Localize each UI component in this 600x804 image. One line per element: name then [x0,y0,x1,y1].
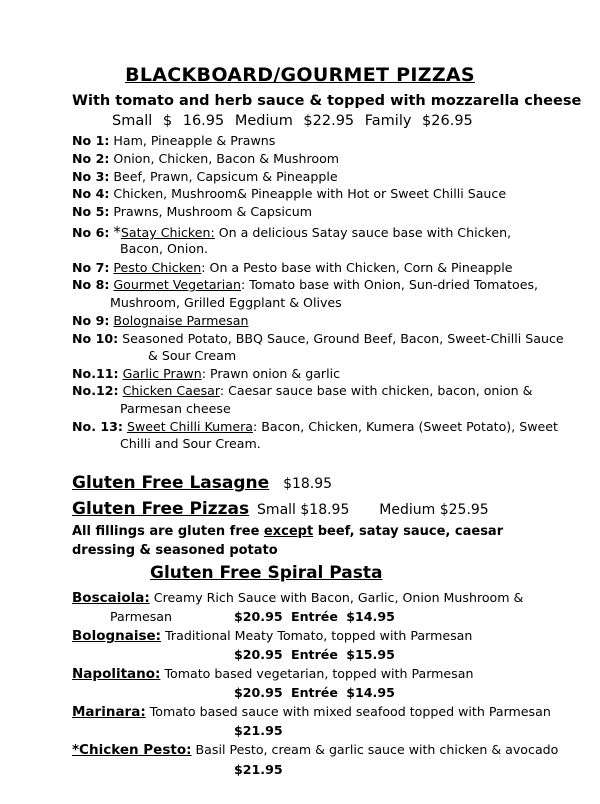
pasta-desc: Traditional Meaty Tomato, topped with Parmesan [165,628,473,643]
list-item [72,628,472,644]
gf-lasagne [72,473,332,493]
gf-lasagne-price: $18.95 [283,476,333,492]
list-item [72,151,339,166]
list-item [72,666,473,682]
item-number: No. 13: [72,419,123,434]
list-item [72,277,538,292]
pasta-name: Bolognaise: [72,628,162,644]
gf-pizzas [72,499,489,519]
item-continuation: Mushroom, Grilled Eggplant & Olives [110,295,342,310]
item-name: Gourmet Vegetarian [113,277,241,292]
list-item [72,169,338,184]
item-star: * [113,223,121,241]
item-name: Garlic Prawn [122,366,202,381]
gf-note-except: except [263,524,314,539]
list-item [72,590,523,606]
pizza-subtitle: With tomato and herb sauce & topped with mozzarella cheese [72,93,582,109]
item-continuation: Parmesan [110,609,172,624]
list-item [72,742,558,758]
pasta-price: $21.95 [234,723,283,738]
list-item [72,204,312,219]
pasta-price: $21.95 [234,762,283,777]
list-item [72,383,532,398]
item-desc: : Caesar sauce base with chicken, bacon, onion & [219,383,533,398]
pasta-desc: Tomato based vegetarian, topped with Parmesan [164,666,474,681]
item-number: No 4: [72,186,110,201]
gf-note-text: All fillings are gluten free [72,524,264,539]
list-item [72,331,564,346]
item-number: No 1: [72,133,110,148]
item-number: No.11: [72,366,119,381]
pasta-desc: Basil Pesto, cream & garlic sauce with chicken & avocado [195,742,559,757]
item-continuation: Parmesan cheese [120,401,231,416]
item-desc: Seasoned Potato, BBQ Sauce, Ground Beef, Bacon, Sweet-Chilli Sauce [122,331,564,346]
list-item [72,704,551,720]
page-title: BLACKBOARD/GOURMET PIZZAS [125,64,475,86]
pasta-name: Boscaiola: [72,590,150,606]
gf-note-text: beef, satay sauce, caesar [313,524,504,539]
item-number: No 9: [72,313,110,328]
item-desc: Beef, Prawn, Capsicum & Pineapple [113,169,338,184]
gf-pizzas-label: Gluten Free Pizzas [72,499,250,519]
item-number: No 5: [72,204,110,219]
list-item [72,313,248,328]
item-name: Pesto Chicken [113,260,202,275]
list-item [72,419,558,434]
item-number: No 7: [72,260,110,275]
pasta-name: Marinara: [72,704,146,720]
item-desc: Onion, Chicken, Bacon & Mushroom [113,151,340,166]
pasta-name: Napolitano: [72,666,161,682]
pasta-price: $20.95 Entrée $15.95 [234,647,395,662]
item-desc: Chicken, Mushroom& Pineapple with Hot or Sweet Chilli Sauce [113,186,507,201]
item-continuation: Bacon, Onion. [120,241,209,256]
item-number: No 6: [72,225,110,240]
item-name: Sweet Chilli Kumera [126,419,253,434]
gf-pizzas-small: Small $18.95 [257,502,350,518]
pasta-price: $20.95 Entrée $14.95 [234,609,395,624]
item-number: No 2: [72,151,110,166]
list-item [72,186,506,201]
pasta-desc: Tomato based sauce with mixed seafood topped with Parmesan [149,704,551,719]
pizza-prices: Small $ 16.95 Medium $22.95 Family $26.95 [112,113,473,129]
item-number: No 10: [72,331,119,346]
item-desc: Ham, Pineapple & Prawns [113,133,276,148]
item-desc: : On a Pesto base with Chicken, Corn & Pineapple [201,260,513,275]
list-item [72,366,340,381]
gf-note [72,524,503,539]
item-number: No 8: [72,277,110,292]
item-number: No 3: [72,169,110,184]
list-item [72,133,275,148]
list-item [72,260,513,275]
item-desc: : Prawn onion & garlic [201,366,341,381]
pasta-price: $20.95 Entrée $14.95 [234,685,395,700]
item-continuation: Chilli and Sour Cream. [120,436,261,451]
item-name: Satay Chicken: [120,225,215,240]
item-desc: : Tomato base with Onion, Sun-dried Tomatoes, [240,277,539,292]
gf-pizzas-medium: Medium $25.95 [379,502,489,518]
list-item [72,223,511,241]
gf-note-line2: dressing & seasoned potato [72,543,278,558]
pasta-desc: Creamy Rich Sauce with Bacon, Garlic, Onion Mushroom & [153,590,524,605]
item-desc: : Bacon, Chicken, Kumera (Sweet Potato), Sweet [252,419,558,434]
item-desc: Prawns, Mushroom & Capsicum [113,204,313,219]
pasta-name: *Chicken Pesto: [72,742,192,758]
item-number: No.12: [72,383,119,398]
pasta-heading: Gluten Free Spiral Pasta [150,563,383,583]
gf-lasagne-label: Gluten Free Lasagne [72,473,270,493]
item-name: Chicken Caesar [122,383,220,398]
item-name: Bolognaise Parmesan [113,313,249,328]
item-desc: On a delicious Satay sauce base with Chicken, [218,225,512,240]
item-continuation: & Sour Cream [148,348,237,363]
